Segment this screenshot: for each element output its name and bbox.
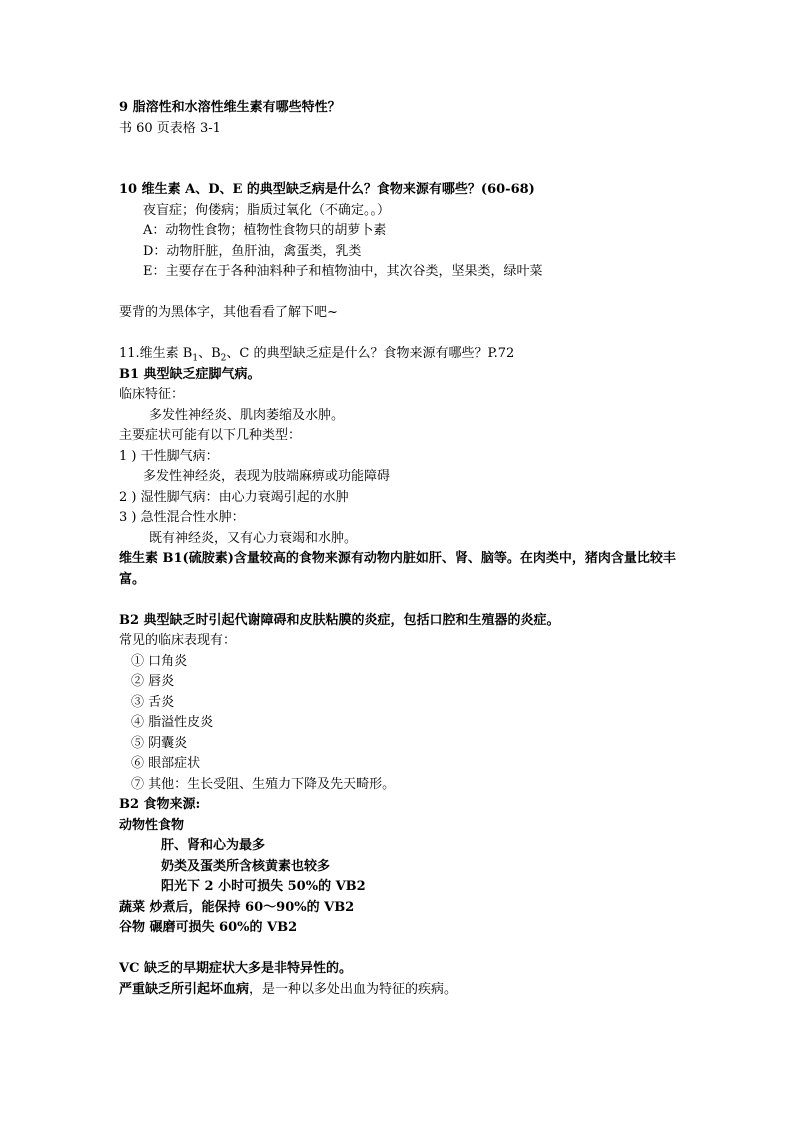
type-item: 1 ) 干性脚气病：	[119, 448, 219, 464]
b1-sources: 维生素 B1(硫胺素)含量较高的食物来源有动物内脏如肝、肾、脑等。在肉类中，猪肉含量比较丰富。	[119, 551, 676, 587]
vc-line2	[119, 980, 679, 1001]
types-label: 主要症状可能有以下几种类型：	[119, 428, 302, 443]
b2-animal-item: 阳光下 2 小时可损失 50%的 VB2	[161, 879, 366, 894]
b2-symptom: ⑤ 阴囊炎	[131, 735, 188, 751]
b2-grain: 谷物 碾磨可损失 60%的 VB2	[119, 920, 298, 935]
q11-sub1: 1	[192, 353, 199, 364]
q10-line: A：动物性食物；植物性食物只的胡萝卜素	[143, 223, 387, 238]
q10-line: 夜盲症；佝偻病；脂质过氧化（不确定。。）	[143, 202, 391, 218]
type-item: 2 ) 湿性脚气病：由心力衰竭引起的水肿	[119, 489, 349, 505]
q11-title-pre: 11.维生素 B	[119, 346, 193, 361]
q10-line: D：动物肝脏，鱼肝油，禽蛋类，乳类	[143, 243, 362, 259]
b2-symptom: ④ 脂溢性皮炎	[131, 715, 214, 730]
q11-sub2: 2	[220, 353, 227, 364]
b2-symptom: ② 唇炎	[131, 674, 175, 689]
type-detail: 多发性神经炎，表现为肢端麻痹或功能障碍	[143, 469, 391, 484]
b1-heading: B1 典型缺乏症脚气病。	[119, 366, 261, 382]
q9-ref: 书 60 页表格 3-1	[119, 120, 221, 136]
vc-line2-bold: 严重缺乏所引起坏血病	[119, 981, 250, 997]
q11-title-mid: 、B	[198, 346, 221, 361]
b2-symptom: ⑦ 其他：生长受阻、生殖力下降及先天畸形。	[131, 776, 396, 792]
b2-heading: B2 典型缺乏时引起代谢障碍和皮肤粘膜的炎症，包括口腔和生殖器的炎症。	[119, 612, 560, 628]
clinical-label: 临床特征：	[119, 387, 185, 402]
b2-animal-label: 动物性食物	[119, 817, 185, 833]
type-detail: 既有神经炎，又有心力衰竭和水肿。	[149, 530, 358, 546]
vc-line2-rest: ，是一种以多处出血为特征的疾病。	[249, 981, 458, 997]
b2-symptom: ① 口角炎	[131, 653, 188, 669]
q10-line: E：主要存在于各种油料种子和植物油中，其次谷类，坚果类，绿叶菜	[143, 264, 543, 279]
q11-title	[119, 344, 679, 365]
b2-animal-item: 肝、肾和心为最多	[161, 838, 266, 853]
b2-symptom: ③ 舌炎	[131, 694, 175, 710]
vc-line1: VC 缺乏的早期症状大多是非特异性的。	[119, 961, 352, 976]
q9-title: 9 脂溶性和水溶性维生素有哪些特性？	[119, 100, 341, 115]
type-item: 3 ) 急性混合性水肿：	[119, 510, 245, 525]
q10-title: 10 维生素 A、D、E 的典型缺乏病是什么？食物来源有哪些？(60-68)	[119, 182, 535, 197]
b2-animal-item: 奶类及蛋类所含核黄素也较多	[161, 858, 331, 874]
b2-symptom: ⑥ 眼部症状	[131, 756, 201, 771]
document-content	[119, 98, 679, 1000]
b2-food-label: B2 食物来源:	[119, 797, 201, 812]
study-note: 要背的为黑体字，其他看看了解下吧~	[119, 305, 338, 320]
clinical-text: 多发性神经炎、肌肉萎缩及水肿。	[149, 407, 345, 423]
b2-common-label: 常见的临床表现有：	[119, 633, 237, 648]
q11-title-post: 、C 的典型缺乏症是什么？食物来源有哪些？P.72	[226, 346, 515, 361]
b2-veg: 蔬菜 炒煮后，能保持 60～90%的 VB2	[119, 899, 355, 915]
